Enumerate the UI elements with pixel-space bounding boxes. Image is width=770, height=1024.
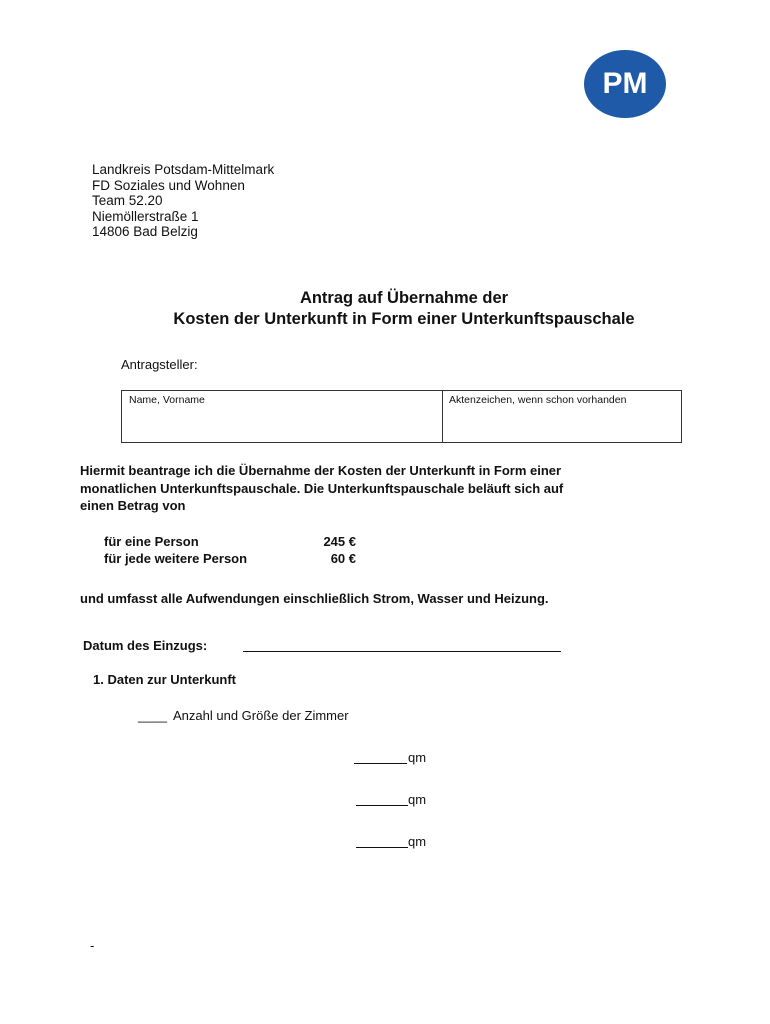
address-line: Niemöllerstraße 1 [92, 208, 199, 224]
name-field-label: Name, Vorname [129, 394, 205, 406]
move-in-label: Datum des Einzugs: [83, 638, 208, 653]
document-title-line1: Antrag auf Übernahme der [299, 289, 509, 307]
footer-mark: - [90, 938, 95, 953]
paragraph-line: Hiermit beantrage ich die Übernahme der Kosten der Unterkunft in Form einer [80, 463, 562, 478]
pm-logo: PM [584, 50, 666, 118]
rate-amount-single: 245 € [323, 534, 356, 549]
address-line: Landkreis Potsdam-Mittelmark [92, 162, 275, 177]
name-field[interactable] [122, 391, 443, 442]
room-size-unit: qm [408, 792, 427, 807]
paragraph-line: einen Betrag von [80, 498, 186, 513]
rooms-label: Anzahl und Größe der Zimmer [173, 708, 349, 723]
address-line: FD Soziales und Wohnen [92, 177, 245, 193]
document-title-line2: Kosten der Unterkunft in Form einer Unterkunftspauschale [173, 310, 635, 328]
file-number-field[interactable] [443, 391, 681, 442]
address-line: Team 52.20 [92, 193, 163, 208]
address-line: 14806 Bad Belzig [92, 224, 198, 239]
request-paragraph [80, 462, 640, 515]
file-number-label: Aktenzeichen, wenn schon vorhanden [449, 394, 627, 406]
rate-label-single: für eine Person [104, 534, 199, 549]
room-size-unit: qm [408, 834, 427, 849]
room-size-field[interactable] [354, 763, 407, 764]
applicant-box [121, 390, 682, 443]
section-heading-accommodation: 1. Daten zur Unterkunft [93, 672, 237, 687]
paragraph-line: monatlichen Unterkunftspauschale. Die Unterkunftspauschale beläuft sich auf [80, 480, 564, 496]
applicant-label: Antragsteller: [121, 357, 198, 372]
rate-amount-additional: 60 € [330, 551, 356, 566]
room-size-unit: qm [408, 750, 427, 765]
recipient-address [92, 162, 274, 240]
room-size-field[interactable] [356, 805, 408, 806]
rate-label-additional: für jede weitere Person [104, 551, 248, 566]
rooms-count-blank[interactable]: ____ [138, 708, 167, 723]
includes-text: und umfasst alle Aufwendungen einschließlich Strom, Wasser und Heizung. [80, 591, 549, 606]
room-size-field[interactable] [356, 847, 408, 848]
move-in-date-field[interactable] [243, 651, 561, 652]
